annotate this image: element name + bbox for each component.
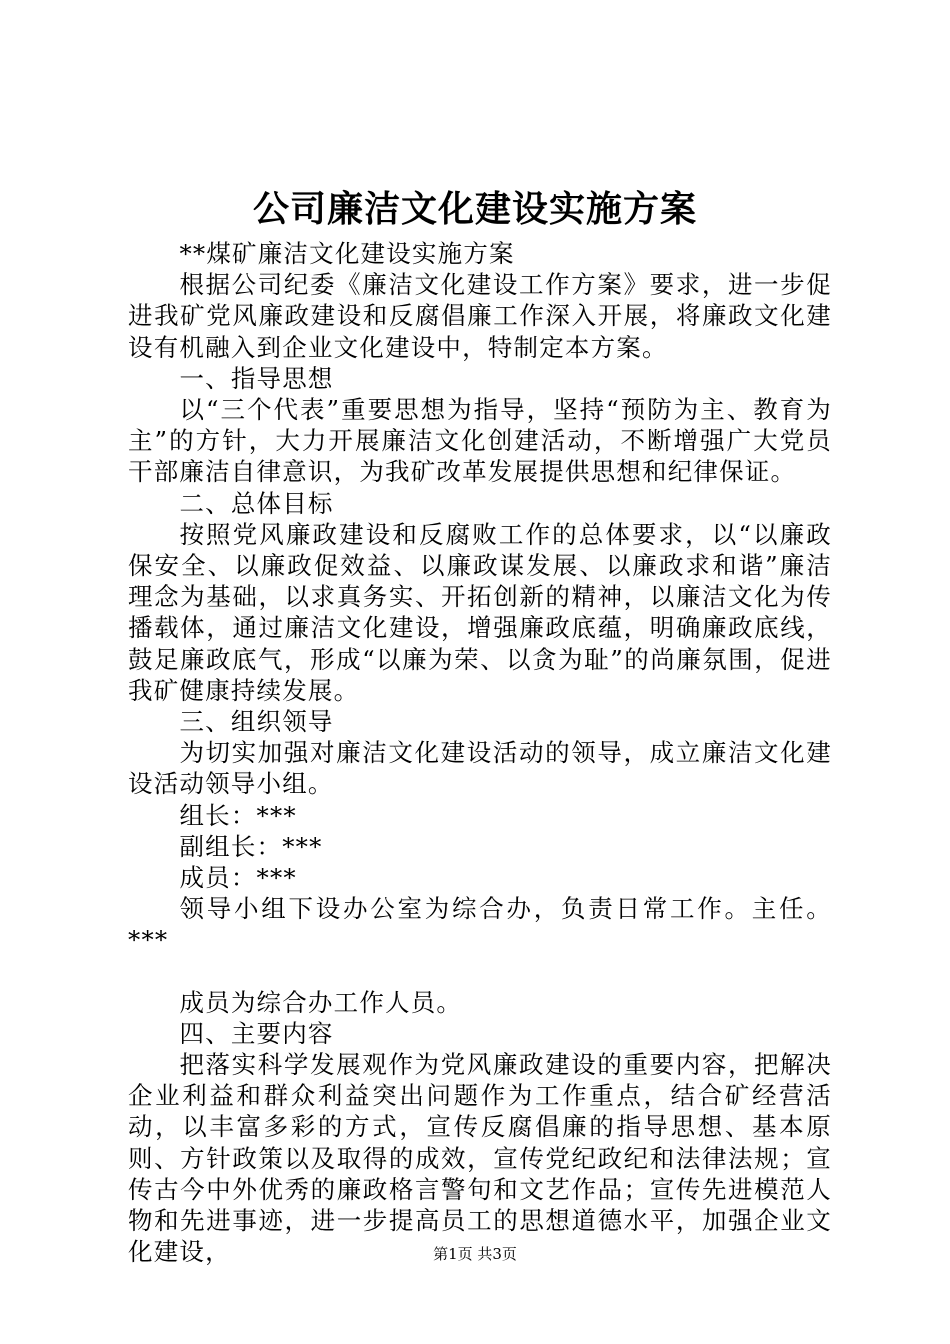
paragraph: 根据公司纪委《廉洁文化建设工作方案》要求，进一步促进我矿党风廉政建设和反腐倡廉工作深入开展，将廉政文化建设有机融入到企业文化建设中，特制定本方案。: [128, 270, 832, 362]
page-number-footer: 第1页 共3页: [433, 1245, 517, 1263]
section-heading: 三、组织领导: [179, 707, 334, 737]
paragraph: 把落实科学发展观作为党风廉政建设的重要内容，把解决企业利益和群众利益突出问题作为工作重点，结合矿经营活动，以丰富多彩的方式，宣传反腐倡廉的指导思想、基本原则、方针政策以及取得的成效，宣传党纪政纪和法律法规；宣传古今中外优秀的廉政格言警句和文艺作品；宣传先进模范人物和先进事迹，进一步提高员工的思想道德水平，加强企业文化建设，: [128, 1050, 832, 1267]
section-heading: 四、主要内容: [179, 1018, 334, 1048]
paragraph: 以“三个代表”重要思想为指导，坚持“预防为主、教育为主”的方针，大力开展廉洁文化创建活动，不断增强广大党员干部廉洁自律意识，为我矿改革发展提供思想和纪律保证。: [128, 395, 832, 487]
paragraph: **煤矿廉洁文化建设实施方案: [179, 239, 515, 268]
section-heading: 一、指导思想: [179, 363, 334, 393]
paragraph: 领导小组下设办公室为综合办，负责日常工作。主任。***: [128, 894, 832, 955]
paragraph: 副组长：***: [179, 831, 323, 861]
section-heading: 二、总体目标: [179, 488, 334, 518]
paragraph: 成员为综合办工作人员。: [179, 987, 463, 1017]
paragraph: 组长：***: [179, 800, 297, 830]
paragraph: 为切实加强对廉洁文化建设活动的领导，成立廉洁文化建设活动领导小组。: [128, 738, 832, 799]
document-body: [128, 238, 832, 1268]
paragraph: 成员：***: [179, 863, 297, 893]
paragraph: 按照党风廉政建设和反腐败工作的总体要求，以“以廉政保安全、以廉政促效益、以廉政谋发展、以廉政求和谐”廉洁理念为基础，以求真务实、开拓创新的精神，以廉洁文化为传播载体，通过廉洁文化建设，增强廉政底蕴，明确廉政底线，鼓足廉政底气，形成“以廉为荣、以贪为耻”的尚廉氛围，促进我矿健康持续发展。: [128, 519, 832, 705]
document-title: 公司廉洁文化建设实施方案: [252, 189, 697, 230]
